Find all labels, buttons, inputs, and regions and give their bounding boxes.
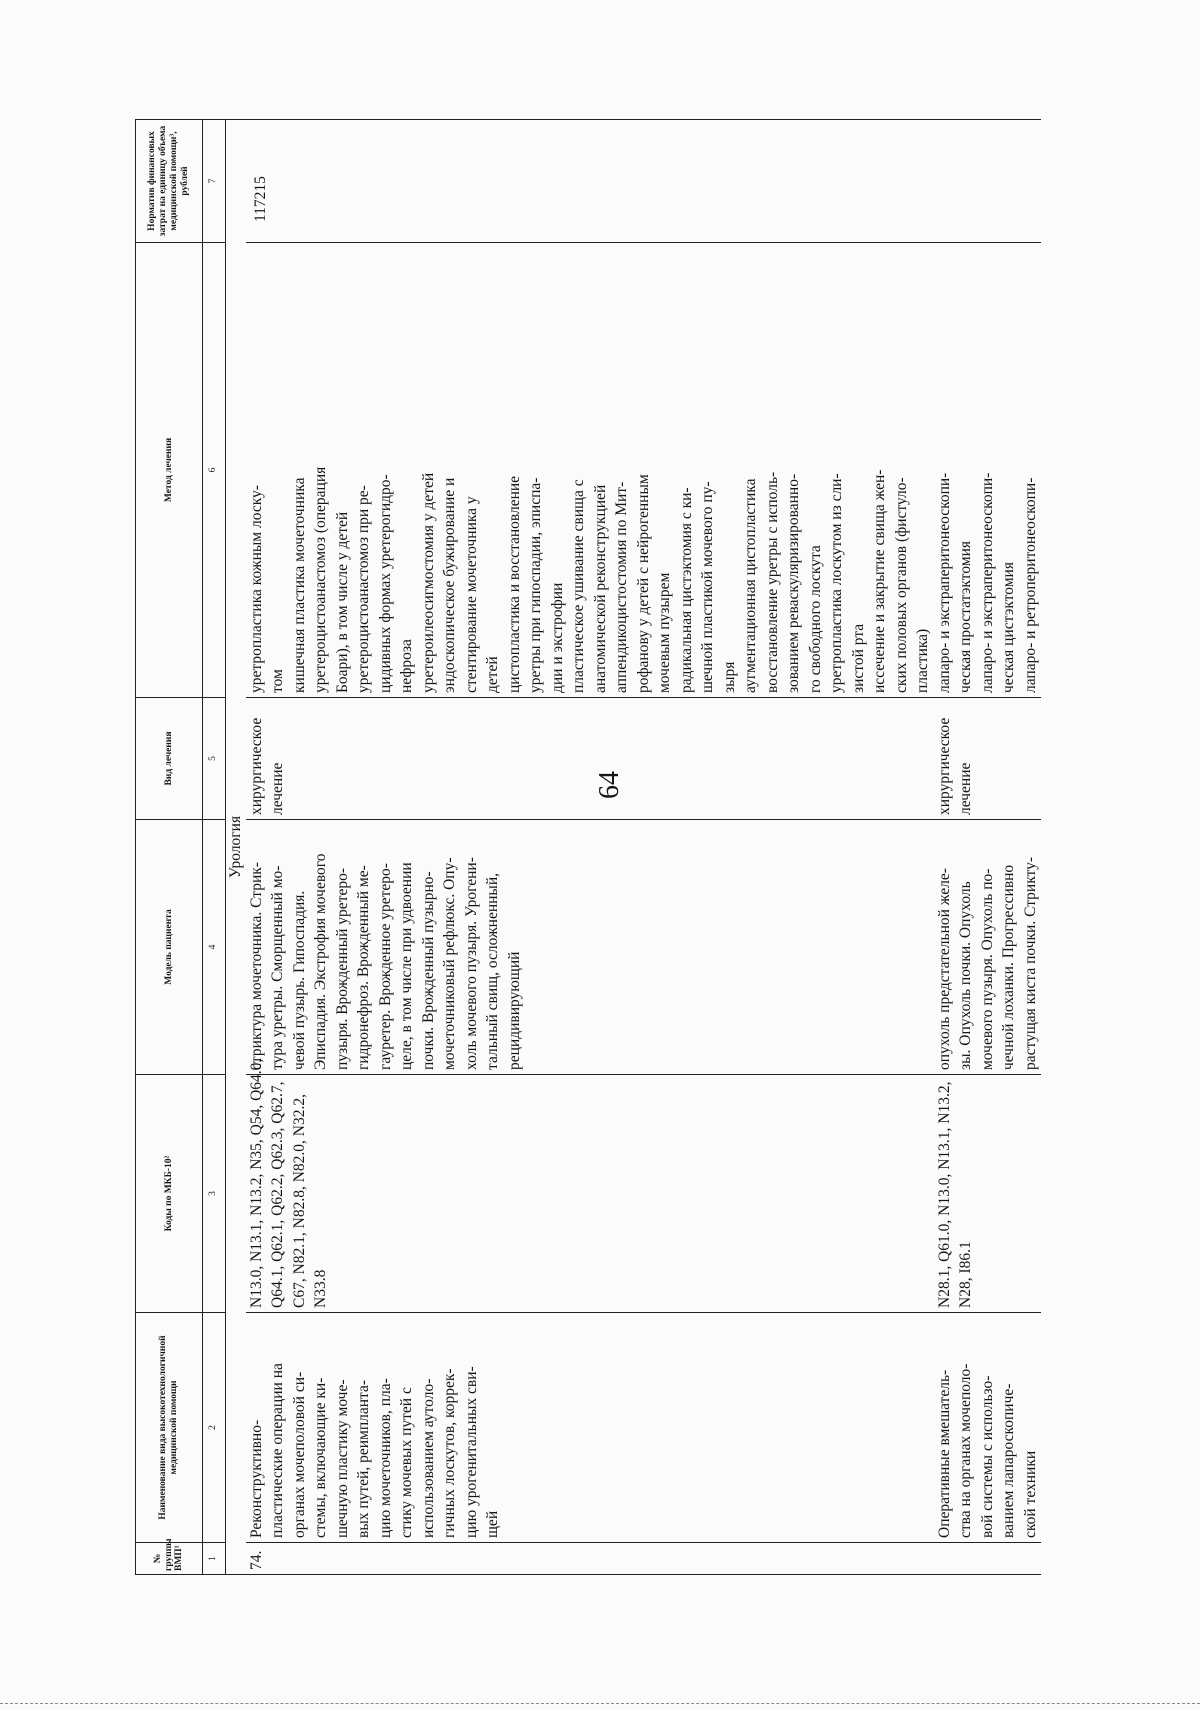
- treatment-methods: [934, 243, 1042, 698]
- text-line: цию урогенитальных сви-: [462, 1366, 480, 1538]
- text-line: том: [269, 669, 286, 693]
- text-line: пузыря. Врожденный уретеро-: [333, 867, 351, 1070]
- text-line: Эписпадия. Экстрофия мочевого: [312, 853, 329, 1070]
- scan-edge-line: [0, 1703, 1200, 1705]
- section-title: Урология: [225, 120, 246, 1575]
- text-line: уретероцистоанастомоз при ре-: [355, 485, 372, 693]
- text-line: стентирование мочеточника у: [462, 496, 480, 693]
- text-line: го свободного лоскута: [806, 545, 824, 693]
- patient-model: [246, 820, 934, 1075]
- text-line: мочеточниковый рефлюкс. Опу-: [441, 857, 458, 1070]
- text-line: хирургическое: [935, 717, 953, 815]
- cost-standard: 117215: [246, 120, 934, 243]
- text-line: Q64.1, Q62.1, Q62.2, Q62.3, Q62.7,: [269, 1081, 286, 1308]
- text-line: цидивных формах уретерогидро-: [376, 474, 394, 693]
- text-line: восстановление уретры с исполь-: [763, 471, 781, 693]
- text-line: N28, I86.1: [957, 1241, 974, 1308]
- header-treatment-type: Вид лечения: [136, 698, 203, 820]
- text-line: щей: [484, 1510, 501, 1538]
- text-line: дии и экстрофии: [548, 582, 566, 693]
- table-row: [934, 120, 1042, 1575]
- text-line: уретропластика кожным лоску-: [247, 485, 265, 693]
- text-line: Реконструктивно-: [247, 1419, 265, 1538]
- text-line: чевой пузырь. Гипоспадия.: [290, 890, 308, 1070]
- vmp-table: [135, 119, 1041, 1575]
- text-line: органах мочеполовой си-: [290, 1371, 308, 1538]
- text-line: ческая цистэктомия: [1000, 562, 1017, 693]
- text-line: стриктура мочеточника. Стрик-: [247, 862, 265, 1070]
- text-line: гауретер. Врожденное уретеро-: [376, 863, 394, 1070]
- care-type-name: [934, 1313, 1042, 1543]
- text-line: ских половых органов (фистуло-: [892, 477, 910, 693]
- icd-codes: [934, 1075, 1042, 1313]
- text-line: кишечная пластика мочеточника: [290, 477, 308, 693]
- header-care-type-name: Наименование вида высокотехнологичной медицинской помощи: [136, 1313, 203, 1543]
- text-line: радикальная цистэктомия с ки-: [677, 487, 695, 693]
- treatment-type: [934, 698, 1042, 820]
- header-treatment-method: Метод лечения: [136, 243, 203, 698]
- text-line: гидронефроз. Врожденный ме-: [355, 865, 372, 1070]
- text-line: пластические операции на: [269, 1363, 286, 1538]
- page-number: 64: [594, 771, 625, 799]
- text-line: растущая киста почки. Стрикту-: [1021, 856, 1039, 1070]
- text-line: мочевого пузыря. Опухоль по-: [978, 868, 996, 1070]
- text-line: уретропластика лоскутом из сли-: [828, 473, 845, 693]
- text-line: шечной пластикой мочевого пу-: [699, 481, 716, 693]
- text-line: целе, в том числе при удвоении: [398, 862, 415, 1070]
- text-line: ской техники: [1021, 1450, 1039, 1538]
- text-line: ства на органах мочеполо-: [957, 1363, 974, 1538]
- row-number: 74.: [246, 1543, 934, 1575]
- column-number: 7: [203, 120, 226, 243]
- text-line: N33.8: [312, 1269, 329, 1308]
- section-row: [225, 120, 246, 1575]
- text-line: анатомической реконструкцией: [591, 484, 609, 693]
- text-line: стемы, включающие ки-: [312, 1377, 329, 1538]
- text-line: ческая простатэктомия: [957, 540, 974, 693]
- column-number: 4: [203, 820, 226, 1075]
- text-line: лапаро- и экстраперитонеоскопи-: [978, 472, 996, 693]
- text-line: опухоль предстательной желе-: [935, 868, 953, 1070]
- header-row: [136, 120, 203, 1575]
- text-line: стику мочевых путей с: [398, 1387, 415, 1538]
- text-line: вой системы с использо-: [978, 1375, 996, 1538]
- text-line: вых путей, реимпланта-: [355, 1379, 372, 1538]
- text-line: лечение: [957, 762, 974, 815]
- column-number: 3: [203, 1075, 226, 1313]
- text-line: пластическое ушивание свища с: [570, 479, 587, 693]
- text-line: N13.0, N13.1, N13.2, N35, Q54, Q64.0,: [247, 1058, 265, 1308]
- cost-standard: [934, 120, 1042, 243]
- text-line: иссечение и закрытие свища жен-: [871, 469, 888, 693]
- text-line: цистопластика и восстановление: [505, 475, 523, 693]
- patient-model: [934, 820, 1042, 1075]
- text-line: тальный свищ, осложненный,: [484, 872, 501, 1070]
- text-line: лапаро- и экстраперитонеоскопи-: [935, 472, 953, 693]
- text-line: аугментационная цистопластика: [742, 478, 759, 693]
- text-line: цию мочеточников, пла-: [376, 1378, 394, 1538]
- column-number: 1: [203, 1543, 226, 1575]
- text-line: зованием реваскуляризированно-: [785, 473, 802, 693]
- text-line: нефроза: [398, 639, 415, 693]
- text-line: гичных лоскутов, коррек-: [441, 1368, 458, 1538]
- header-cost-standard: Норматив финансовых затрат на единицу объема медицинской помощи³, рублей: [136, 120, 203, 243]
- text-line: аппендикоцистостомия по Мит-: [613, 481, 630, 693]
- column-number-row: [203, 120, 226, 1575]
- text-line: уретероилеосигмостомия у детей: [419, 472, 437, 693]
- header-icd-codes: Коды по МКБ-10²: [136, 1075, 203, 1313]
- text-line: зы. Опухоль почки. Опухоль: [957, 881, 974, 1070]
- column-number: 2: [203, 1313, 226, 1543]
- column-number: 5: [203, 698, 226, 820]
- text-line: холь мочевого пузыря. Урогени-: [462, 857, 480, 1070]
- text-line: шечную пластику моче-: [333, 1379, 351, 1538]
- row-number: [934, 1543, 1042, 1575]
- treatment-methods: [246, 243, 934, 698]
- text-line: почки. Врожденный пузырно-: [419, 871, 437, 1070]
- text-line: уретероцистоанастомоз (операция: [312, 466, 329, 693]
- text-line: использованием аутоло-: [419, 1378, 437, 1538]
- text-line: лечение: [269, 762, 286, 815]
- text-line: мочевым пузырем: [656, 572, 673, 693]
- text-line: рофанову у детей с нейрогенным: [634, 474, 652, 693]
- text-line: N28.1, Q61.0, N13.0, N13.1, N13.2,: [935, 1081, 953, 1308]
- header-group-number: № группы ВМП¹: [136, 1543, 203, 1575]
- rotated-table-page: [135, 120, 1060, 1575]
- header-patient-model: Модель пациента: [136, 820, 203, 1075]
- column-number: 6: [203, 243, 226, 698]
- text-line: детей: [484, 656, 501, 693]
- text-line: зистой рта: [849, 623, 867, 693]
- text-line: зыря: [720, 661, 738, 693]
- text-line: ванием лапароскопиче-: [1000, 1383, 1017, 1538]
- text-line: хирургическое: [247, 717, 265, 815]
- text-line: тура уретры. Сморщенный мо-: [269, 865, 286, 1070]
- text-line: лапаро- и ретроперитонеоскопи-: [1021, 477, 1039, 693]
- text-line: C67, N82.1, N82.8, N82.0, N32.2,: [290, 1094, 308, 1308]
- text-line: чечной лоханки. Прогрессивно: [1000, 864, 1017, 1070]
- icd-codes: [246, 1058, 934, 1313]
- text-line: пластика): [914, 628, 931, 693]
- text-line: уретры при гипоспадии, эписпа-: [527, 477, 544, 693]
- table-row: [246, 120, 934, 1575]
- text-line: рецидивирующий: [505, 951, 523, 1070]
- text-line: эндоскопическое бужирование и: [441, 477, 458, 693]
- text-line: Оперативные вмешатель-: [935, 1369, 953, 1538]
- treatment-type: [246, 698, 934, 820]
- text-line: Боари), в том числе у детей: [333, 511, 351, 693]
- care-type-name: [246, 1313, 934, 1543]
